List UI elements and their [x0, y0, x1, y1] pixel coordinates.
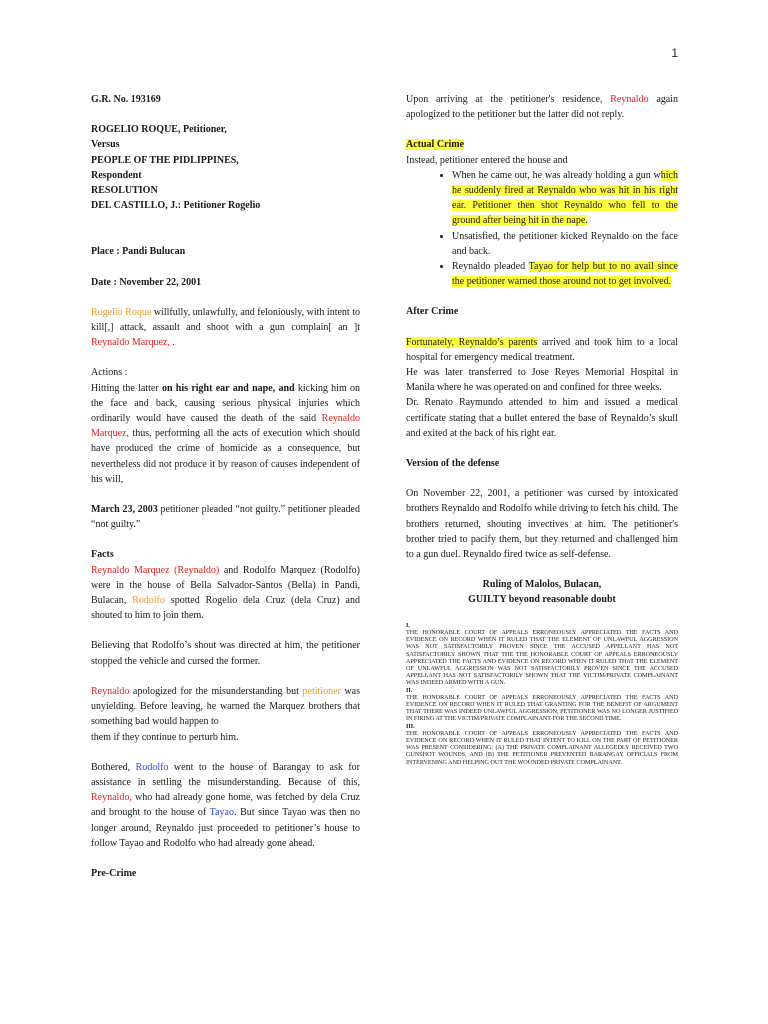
- facts-heading: Facts: [91, 549, 114, 561]
- bullet-1-text: When he came out, he was already holding a gun w: [452, 169, 661, 181]
- facts-p4-text-4: . But since Tayao was then no longer around, Reynaldo just proceeded to petitioner’s house to follow Tayao and Rodolfo who had already gone ahead.: [91, 807, 360, 849]
- arrival-text-1: Upon arriving at the petitioner's residence,: [406, 94, 611, 105]
- date-line: Date : November 22, 2001: [91, 276, 202, 288]
- after-crime-paragraph-1: [406, 335, 678, 365]
- error-text-2: THE HONORABLE COURT OF APPEALS ERRONEOUSLY APPRECIATED THE FACTS AND EVIDENCE ON RECORD WHEN IT RULED THAT GRANTING FOR THE BENEFIT OF ARGUMENT THAT THERE WAS INDEED UNLAWFUL AGGRESSION, PETITIONER WAS NO LONGER JUSTIFIED IN FIRING AT THE VICTIM/PRIVATE COMPLAINANT FOR THE SECOND TIME.: [406, 693, 678, 723]
- respondent-line: PEOPLE OF THE PIDLIPPINES,: [91, 154, 239, 166]
- actions-label: Actions :: [91, 367, 128, 379]
- actions-bold-1: on his right ear and nape,: [161, 382, 276, 394]
- ruling-line-1: Ruling of Malolos, Bulacan,: [482, 579, 602, 591]
- error-text-3: THE HONORABLE COURT OF APPEALS ERRONEOUSLY APPRECIATED THE FACTS AND EVIDENCE ON RECORD WHEN IT RULED THAT INTENT TO KILL ON THE PART OF PETITIONER WAS PRESENT CONSIDERING: (A) THE PRIVATE COMPLAINANT ALLEGEDLY RECEIVED TWO GUNSHOT WOUNDS, AND (B) THE PETITIONER PREVENTED BARANGAY OFFICIALS FROM INTERVENING AND HELPING OUT THE WOUNDED PRIVATE COMPLAINANT.: [406, 729, 678, 766]
- error-number-3: III.: [406, 722, 415, 730]
- right-column: [406, 92, 678, 766]
- resolution-title: RESOLUTION: [91, 185, 158, 197]
- intro-paragraph: [91, 305, 360, 351]
- pre-crime-heading: Pre-Crime: [91, 867, 137, 879]
- bullet-1-highlight: hich he suddenly fired at Reynaldo who was hit in his right ear. Petitioner then shot Reynaldo who fell to the ground after being hit in the nape.: [452, 169, 678, 227]
- actual-crime-heading-text: Actual Crime: [406, 139, 465, 151]
- ruling-line-2: GUILTY beyond reasonable doubt: [468, 594, 616, 606]
- plea-text: petitioner pleaded “not guilty.” petitioner pleaded “not guilty.”: [91, 504, 360, 531]
- assignment-of-errors: [406, 622, 678, 766]
- actions-text-1: Hitting the latter: [91, 382, 162, 394]
- left-column: [91, 92, 360, 881]
- actions-text-2: kicking him on the face and back, causing serious physical injuries which ordinarily would have caused the death of the said: [91, 382, 361, 425]
- place-line: Place : Pandi Bulucan: [91, 246, 186, 258]
- after-crime-paragraph-2: He was later transferred to Jose Reyes Memorial Hospital in Manila where he was operated on and confined for three weeks.: [406, 367, 678, 394]
- arrival-name: Reynaldo: [610, 94, 649, 105]
- actual-crime-intro: Instead, petitioner entered the house and: [406, 154, 568, 166]
- plea-paragraph: [91, 502, 360, 532]
- actions-name: Reynaldo Marquez,: [91, 413, 360, 440]
- bullet-3-highlight: Tayao for help but to no avail since the petitioner warned those around not to get involved.: [452, 261, 678, 288]
- facts-p4-text-2: went to the house of Barangay to ask for assistance in settling the misunderstanding. Because of this,: [91, 761, 361, 788]
- arrival-paragraph: [406, 92, 678, 122]
- actual-crime-list: [406, 168, 678, 290]
- intro-text: willfully, unlawfully, and feloniously, with intent to kill[,] attack, assault and shoot with a gun complain[ an ]t: [91, 306, 360, 334]
- facts-p4-tayao: Tayao: [209, 807, 234, 819]
- intro-tail: .: [169, 337, 175, 349]
- error-number-2: II.: [406, 686, 413, 694]
- actions-text-3: thus, performing all the acts of execution which should have produced the crime of homicide as a consequence, but nevertheless did not produce it by reason of causes independent of his will,: [91, 428, 360, 485]
- facts-p3-text-2: was unyielding. Before leaving, he warned the Marquez brothers that something bad would happen to: [91, 685, 360, 728]
- versus-line: Versus: [91, 139, 120, 151]
- error-text-1: THE HONORABLE COURT OF APPEALS ERRONEOUSLY APPRECIATED THE FACTS AND EVIDENCE ON RECORD WHEN IT RULED THAT THE ELEMENT OF UNLAWFUL AGGRESSION WAS NOT SATISFACTORILY PROVEN SINCE THE ACCUSED APPELLANT HAS NOT SATISFACTORILY SHOWN THAT THE THE HONORABLE COURT OF APPEALS ERRONEOUSLY APPRECIATED THE FACTS AND EVIDENCE ON RECORD WHEN IT RULED THAT THE ELEMENT OF UNLAWFUL AGGRESSION WAS NOT SATISFACTORILY PROVEN SINCE THE ACCUSED APPELLANT HAS NOT SATISFACTORILY SHOWN THAT THE VICTIM/PRIVATE COMPLAINANT WAS INDEED ARMED WITH A GUN.: [406, 628, 678, 687]
- case-number: G.R. No. 193169: [91, 94, 161, 105]
- petitioner-line: ROGELIO ROQUE, Petitioner,: [91, 124, 227, 136]
- facts-text-1: and Rodolfo Marquez (Rodolfo) were in the house of Bella Salvador-Santos (Bella) in Pandi, Bulacan,: [91, 564, 360, 607]
- list-item: • Unsatisfied, the petitioner kicked Reynaldo on the face and back.: [452, 229, 678, 259]
- defense-paragraph: On November 22, 2001, a petitioner was cursed by intoxicated brothers Reynaldo and Rodolfo while driving to fetch his child. The brothers returned, shouting invectives at him. The petitioner's brother tried to pacify them, but they returned and challenged him to a gun duel. Reynaldo fired twice as self-defense.: [406, 488, 678, 561]
- after-crime-heading: After Crime: [406, 306, 459, 318]
- facts-name-rodolfo: Rodolfo: [132, 595, 165, 607]
- judge-line: DEL CASTILLO, J.: Petitioner Rogelio: [91, 200, 261, 212]
- list-item: [452, 259, 678, 289]
- after-crime-text-1: arrived and took him to a local hospital for emergency medical treatment.: [406, 336, 678, 363]
- facts-paragraph-4: [91, 760, 360, 851]
- name-reynaldo: Reynaldo Marquez,: [91, 337, 170, 349]
- plea-date: March 23, 2003: [91, 504, 158, 516]
- list-item: [452, 168, 678, 229]
- after-crime-highlight: Fortunately, Reynaldo’s parents: [406, 336, 538, 348]
- facts-p4-text-3: who had already gone home, was fetched by dela Cruz and brought to the house of: [91, 792, 360, 819]
- actions-paragraph: [91, 381, 360, 487]
- facts-p4-reynaldo: Reynaldo,: [91, 792, 132, 804]
- respondent-label: Respondent: [91, 169, 142, 181]
- bullet-3-text: Reynaldo pleaded: [452, 261, 529, 273]
- facts-name-reynaldo: Reynaldo Marquez (Reynaldo): [91, 564, 220, 576]
- facts-text-2: spotted Rogelio dela Cruz (dela Cruz) and shouted to him to join them.: [91, 595, 360, 622]
- facts-p4-text-1: Bothered,: [91, 761, 136, 773]
- name-rogelio: Rogelio Roque: [91, 306, 152, 318]
- after-crime-paragraph-3: Dr. Renato Raymundo attended to him and issued a medical certificate stating that a bullet entered the base of Reynaldo’s skull and exited at the back of his right ear.: [406, 397, 678, 439]
- facts-p3-petitioner: petitioner: [302, 685, 341, 697]
- facts-paragraph-3: [91, 684, 360, 730]
- facts-paragraph-2: Believing that Rodolfo’s shout was directed at him, the petitioner stopped the vehicle and cursed the former.: [91, 640, 360, 667]
- defense-heading: Version of the defense: [406, 458, 500, 470]
- page-number: 1: [671, 46, 678, 60]
- facts-paragraph-1: [91, 563, 360, 624]
- actual-crime-heading: [406, 137, 678, 152]
- facts-p3-name: Reynaldo: [91, 685, 130, 697]
- arrival-text-2: again apologized to the petitioner but the latter did not reply.: [406, 94, 679, 121]
- facts-p3-text-1: apologized for the misunderstanding but: [129, 685, 303, 697]
- facts-paragraph-3-tail: them if they continue to perturb him.: [91, 731, 239, 743]
- actions-bold-2: and: [275, 382, 295, 394]
- facts-p4-rodolfo: Rodolfo: [135, 761, 169, 773]
- error-number-1: I.: [406, 621, 410, 629]
